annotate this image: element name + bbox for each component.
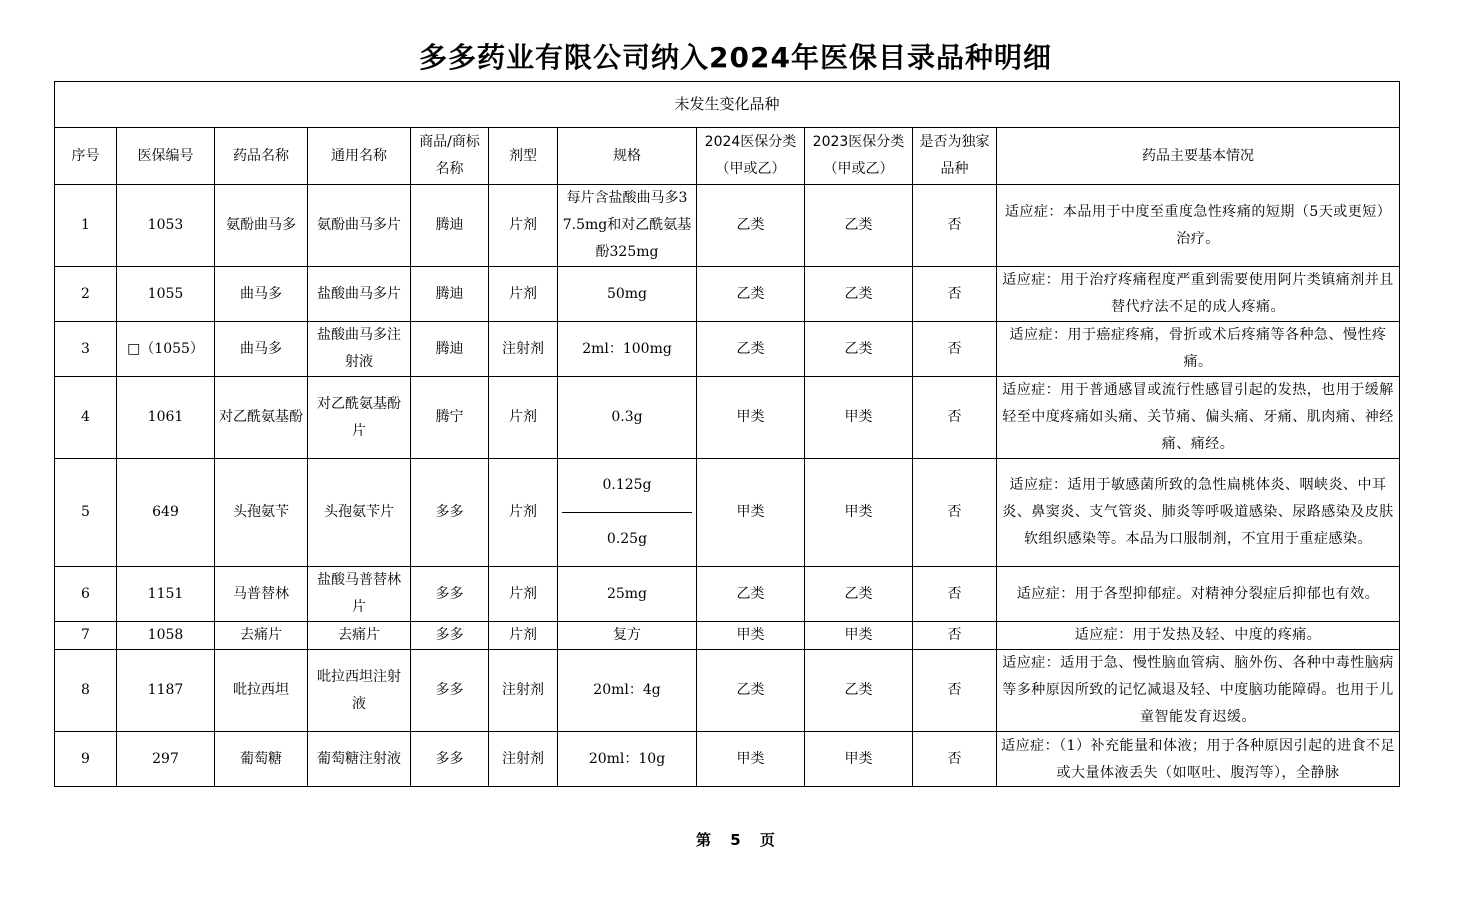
header-cell: 药品主要基本情况: [997, 128, 1400, 185]
cell-class-2023: 乙类: [805, 267, 913, 322]
table-row: [55, 567, 1400, 622]
cell-class-2023: 甲类: [805, 459, 913, 567]
cell-exclusive: 否: [913, 377, 997, 459]
drug-table: [54, 81, 1400, 787]
cell-exclusive: 否: [913, 650, 997, 732]
cell-form: 注射剂: [489, 650, 558, 732]
cell-spec: 每片含盐酸曲马多37.5mg和对乙酰氨基酚325mg: [558, 185, 697, 267]
cell-form: 片剂: [489, 459, 558, 567]
document-title: 多多药业有限公司纳入2024年医保目录品种明细: [419, 41, 1052, 74]
cell-code: 1187: [117, 650, 215, 732]
cell-description: 适应症：本品用于中度至重度急性疼痛的短期（5天或更短）治疗。: [997, 185, 1400, 267]
cell-exclusive: 否: [913, 567, 997, 622]
cell-exclusive: 否: [913, 622, 997, 650]
cell-class-2024: 乙类: [697, 267, 805, 322]
cell-class-2023: 甲类: [805, 377, 913, 459]
cell-code: 649: [117, 459, 215, 567]
cell-class-2023: 甲类: [805, 622, 913, 650]
cell-brand: 腾迪: [411, 267, 489, 322]
cell-exclusive: 否: [913, 732, 997, 787]
cell-description: [997, 732, 1400, 787]
cell-brand: 多多: [411, 650, 489, 732]
cell-form: 片剂: [489, 185, 558, 267]
cell-brand: 多多: [411, 622, 489, 650]
cell-name: 吡拉西坦: [215, 650, 308, 732]
cell-name: 曲马多: [215, 267, 308, 322]
table-row: [55, 732, 1400, 787]
cell-generic: 头孢氨苄片: [308, 459, 411, 567]
header-cell: 2024医保分类（甲或乙）: [697, 128, 805, 185]
cell-form: 注射剂: [489, 732, 558, 787]
header-cell: 剂型: [489, 128, 558, 185]
cell-form: 片剂: [489, 622, 558, 650]
cell-name: 对乙酰氨基酚: [215, 377, 308, 459]
cell-class-2023: 乙类: [805, 322, 913, 377]
cell-spec: 0.3g: [558, 377, 697, 459]
cell-generic: 葡萄糖注射液: [308, 732, 411, 787]
cell-brand: 多多: [411, 732, 489, 787]
cell-code: 1053: [117, 185, 215, 267]
table-row: [55, 622, 1400, 650]
cell-name: 马普替林: [215, 567, 308, 622]
cell-exclusive: 否: [913, 185, 997, 267]
cell-class-2023: 甲类: [805, 732, 913, 787]
table-row: [55, 185, 1400, 267]
cell-code: 1151: [117, 567, 215, 622]
table-row: [55, 650, 1400, 732]
cell-class-2023: 乙类: [805, 185, 913, 267]
cell-form: 注射剂: [489, 322, 558, 377]
cell-form: 片剂: [489, 267, 558, 322]
cell-exclusive: 否: [913, 322, 997, 377]
table-row: [55, 377, 1400, 459]
cell-spec: 25mg: [558, 567, 697, 622]
header-cell: 规格: [558, 128, 697, 185]
cell-name: 葡萄糖: [215, 732, 308, 787]
cell-description: 适应症：用于癌症疼痛，骨折或术后疼痛等各种急、慢性疼痛。: [997, 322, 1400, 377]
cell-class-2023: 乙类: [805, 567, 913, 622]
cell-form: 片剂: [489, 377, 558, 459]
cell-exclusive: 否: [913, 267, 997, 322]
cell-description: 适应症：用于治疗疼痛程度严重到需要使用阿片类镇痛剂并且替代疗法不足的成人疼痛。: [997, 267, 1400, 322]
cell-code: □（1055）: [117, 322, 215, 377]
cell-description: 适应症：用于各型抑郁症。对精神分裂症后抑郁也有效。: [997, 567, 1400, 622]
cell-no: 1: [55, 185, 117, 267]
cell-code: 1061: [117, 377, 215, 459]
page-number: 第 5 页: [696, 831, 775, 849]
cell-brand: 腾迪: [411, 185, 489, 267]
cell-spec: [558, 459, 697, 567]
cell-class-2024: 甲类: [697, 377, 805, 459]
cell-spec: 复方: [558, 622, 697, 650]
cell-generic: 盐酸马普替林片: [308, 567, 411, 622]
cell-spec: 20ml：10g: [558, 732, 697, 787]
cell-name: 氨酚曲马多: [215, 185, 308, 267]
cell-code: 297: [117, 732, 215, 787]
cell-class-2024: 乙类: [697, 650, 805, 732]
header-row: [55, 128, 1400, 185]
cell-code: 1058: [117, 622, 215, 650]
cell-spec: 50mg: [558, 267, 697, 322]
cell-no: 5: [55, 459, 117, 567]
cell-brand: 多多: [411, 459, 489, 567]
cell-generic: 对乙酰氨基酚片: [308, 377, 411, 459]
cell-spec: 2ml：100mg: [558, 322, 697, 377]
cell-no: 2: [55, 267, 117, 322]
cell-no: 4: [55, 377, 117, 459]
cell-description: 适应症：用于发热及轻、中度的疼痛。: [997, 622, 1400, 650]
cell-class-2024: 乙类: [697, 185, 805, 267]
table-row: [55, 267, 1400, 322]
cell-description: 适应症：适用于敏感菌所致的急性扁桃体炎、咽峡炎、中耳炎、鼻窦炎、支气管炎、肺炎等呼吸道感染、尿路感染及皮肤软组织感染等。本品为口服制剂，不宜用于重症感染。: [997, 459, 1400, 567]
cell-generic: 去痛片: [308, 622, 411, 650]
table-row: [55, 322, 1400, 377]
cell-brand: 腾宁: [411, 377, 489, 459]
cell-generic: 盐酸曲马多片: [308, 267, 411, 322]
cell-class-2024: 甲类: [697, 459, 805, 567]
section-title: 未发生变化品种: [55, 82, 1400, 128]
cell-name: 去痛片: [215, 622, 308, 650]
cell-no: 9: [55, 732, 117, 787]
cell-generic: 吡拉西坦注射液: [308, 650, 411, 732]
cell-class-2024: 乙类: [697, 567, 805, 622]
cell-name: 曲马多: [215, 322, 308, 377]
cell-description: 适应症：适用于急、慢性脑血管病、脑外伤、各种中毒性脑病等多种原因所致的记忆减退及轻、中度脑功能障碍。也用于儿童智能发育迟缓。: [997, 650, 1400, 732]
cell-name: 头孢氨苄: [215, 459, 308, 567]
cell-class-2023: 乙类: [805, 650, 913, 732]
header-cell: 2023医保分类（甲或乙）: [805, 128, 913, 185]
cell-class-2024: 甲类: [697, 732, 805, 787]
cell-description: 适应症：用于普通感冒或流行性感冒引起的发热，也用于缓解轻至中度疼痛如头痛、关节痛、偏头痛、牙痛、肌肉痛、神经痛、痛经。: [997, 377, 1400, 459]
cell-spec: 20ml：4g: [558, 650, 697, 732]
header-cell: 药品名称: [215, 128, 308, 185]
cell-brand: 腾迪: [411, 322, 489, 377]
cell-no: 3: [55, 322, 117, 377]
cell-class-2024: 乙类: [697, 322, 805, 377]
header-cell: 通用名称: [308, 128, 411, 185]
header-cell: 序号: [55, 128, 117, 185]
cell-exclusive: 否: [913, 459, 997, 567]
header-cell: 商品/商标名称: [411, 128, 489, 185]
description-text: 适应症：（1）补充能量和体液；用于各种原因引起的进食不足或大量体液丢失（如呕吐、腹泻等），全静脉: [1001, 738, 1395, 781]
spec-option: 0.25g: [562, 512, 692, 566]
table-row: [55, 459, 1400, 567]
cell-code: 1055: [117, 267, 215, 322]
cell-form: 片剂: [489, 567, 558, 622]
cell-no: 6: [55, 567, 117, 622]
header-cell: 医保编号: [117, 128, 215, 185]
header-cell: 是否为独家品种: [913, 128, 997, 185]
cell-no: 8: [55, 650, 117, 732]
cell-generic: 氨酚曲马多片: [308, 185, 411, 267]
cell-brand: 多多: [411, 567, 489, 622]
cell-class-2024: 甲类: [697, 622, 805, 650]
spec-option: 0.125g: [602, 477, 652, 493]
cell-generic: 盐酸曲马多注射液: [308, 322, 411, 377]
cell-no: 7: [55, 622, 117, 650]
